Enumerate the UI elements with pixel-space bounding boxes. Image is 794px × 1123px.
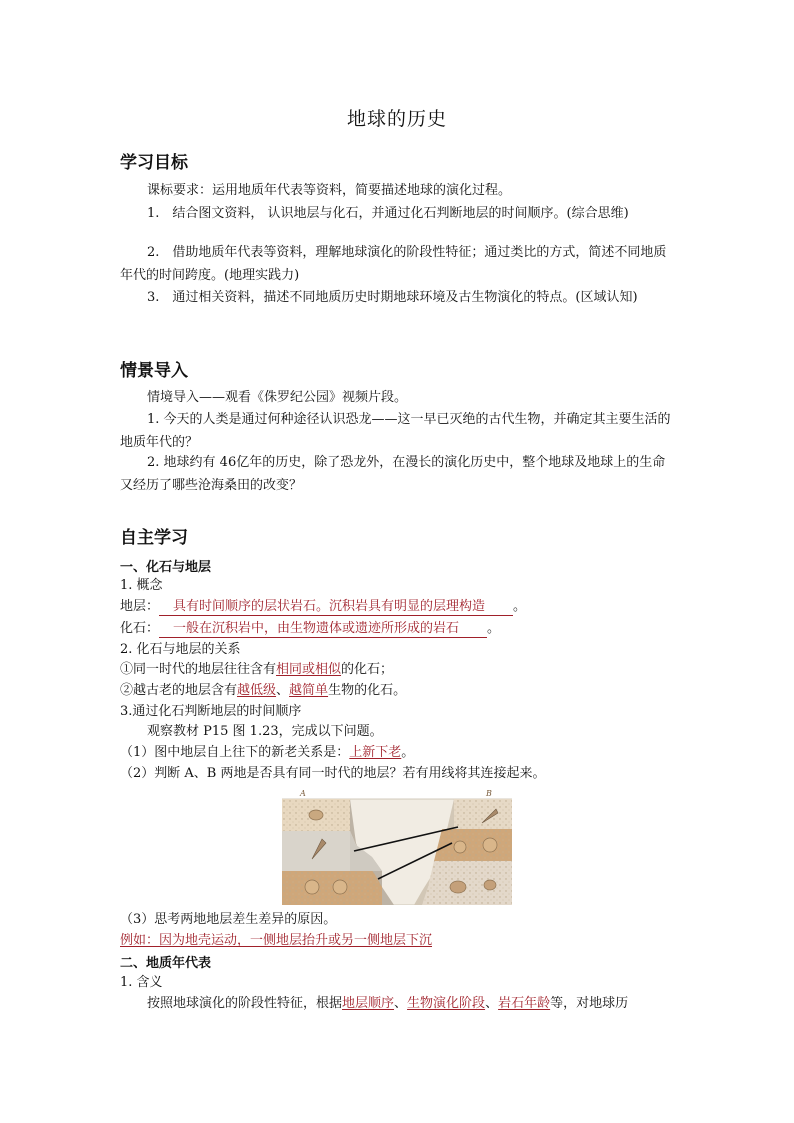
goal-3: 3. 通过相关资料，描述不同地质历史时期地球环境及古生物演化的特点。(区域认知) (147, 290, 638, 305)
heading-learning-goals: 学习目标 (120, 153, 188, 173)
stratum-definition (120, 597, 526, 617)
goal-1: 1. 结合图文资料， 认识地层与化石，并通过化石判断地层的时间顺序。(综合思维) (147, 206, 629, 221)
b-bottom-fossil-2 (484, 880, 496, 890)
question-3-answer-text: 例如：因为地壳运动，一侧地层抬升或另一侧地层下沉 (120, 933, 433, 948)
meaning-answer-3: 岩石年龄 (498, 996, 551, 1011)
strata-diagram (282, 787, 512, 905)
a-bottom-fossil-2 (333, 880, 347, 894)
relation-heading: 2. 化石与地层的关系 (120, 642, 241, 657)
a-bottom-fossil-1 (305, 880, 319, 894)
meaning-text-post: 等，对地球历 (550, 996, 629, 1011)
fossil-end: 。 (487, 621, 501, 636)
scenario-question-1: 1. 今天的人类是通过何种途径认识恐龙——这一早已灭绝的古代生物，并确定其主要生活的地质年代的？ (120, 412, 671, 450)
relation-2 (120, 681, 406, 701)
relation-2-end: 生物的化石。 (328, 683, 407, 698)
page-title: 地球的历史 (346, 108, 447, 130)
stratum-end: 。 (513, 599, 527, 614)
b-middle-fossil-1 (454, 841, 466, 853)
question-3-answer (120, 931, 432, 951)
question-1-end: 。 (401, 745, 415, 760)
meaning-sep-1: 、 (394, 996, 408, 1011)
relation-1-answer: 相同或相似 (276, 662, 342, 677)
fossil-label: 化石： (120, 621, 160, 636)
part1-title: 一、化石与地层 (120, 560, 212, 575)
question-1 (120, 743, 414, 763)
b-middle-fossil-2 (483, 838, 497, 852)
relation-2-answer-1: 越低级 (237, 683, 277, 698)
question-3: （3）思考两地地层差生差异的原因。 (120, 912, 337, 927)
heading-scenario-intro: 情景导入 (120, 361, 188, 381)
meaning-heading: 1. 含义 (120, 975, 163, 990)
goal-2: 2. 借助地质年代表等资料，理解地球演化的阶段性特征；通过类比的方式，简述不同地质年代的时间跨度。(地理实践力) (120, 245, 667, 283)
label-b: B (486, 789, 492, 798)
part2-title: 二、地质年代表 (120, 956, 212, 971)
relation-2-answer-2: 越简单 (289, 683, 329, 698)
heading-self-study: 自主学习 (120, 528, 188, 548)
stratum-label: 地层： (120, 599, 160, 614)
observe-instruction: 观察教材 P15 图 1.23，完成以下问题。 (147, 724, 383, 739)
question-1-answer: 上新下老 (349, 745, 402, 760)
question-2: （2）判断 A、B 两地是否具有同一时代的地层？若有用线将其连接起来。 (120, 766, 546, 781)
judge-heading: 3.通过化石判断地层的时间顺序 (120, 704, 302, 719)
meaning-text-pre: 按照地球演化的阶段性特征，根据 (147, 996, 343, 1011)
relation-1-text: ①同一时代的地层往往含有 (120, 662, 277, 677)
stratum-answer: 具有时间顺序的层状岩石。沉积岩具有明显的层理构造 (159, 599, 513, 616)
a-top-fossil (309, 810, 323, 820)
fossil-definition (120, 619, 500, 639)
standard-requirement: 课标要求：运用地质年代表等资料，简要描述地球的演化过程。 (147, 183, 512, 198)
meaning-answer-1: 地层顺序 (342, 996, 395, 1011)
meaning-text (147, 994, 628, 1014)
concept-heading: 1. 概念 (120, 578, 163, 593)
relation-1-end: 的化石； (341, 662, 394, 677)
b-bottom-fossil-1 (450, 881, 466, 893)
relation-2-sep: 、 (276, 683, 290, 698)
scenario-question-2: 2. 地球约有 46亿年的历史，除了恐龙外，在漫长的演化历史中，整个地球及地球上的生命又经历了哪些沧海桑田的改变？ (120, 455, 666, 493)
fossil-answer: 一般在沉积岩中，由生物遗体或遗迹所形成的岩石 (159, 621, 487, 638)
relation-2-text: ②越古老的地层含有 (120, 683, 238, 698)
question-1-text: （1）图中地层自上往下的新老关系是： (120, 745, 350, 760)
strata-figure (282, 787, 512, 905)
label-a: A (300, 789, 306, 798)
scenario-intro-text: 情境导入——观看《侏罗纪公园》视频片段。 (147, 390, 408, 405)
relation-1 (120, 660, 393, 680)
meaning-answer-2: 生物演化阶段 (407, 996, 486, 1011)
meaning-sep-2: 、 (485, 996, 499, 1011)
